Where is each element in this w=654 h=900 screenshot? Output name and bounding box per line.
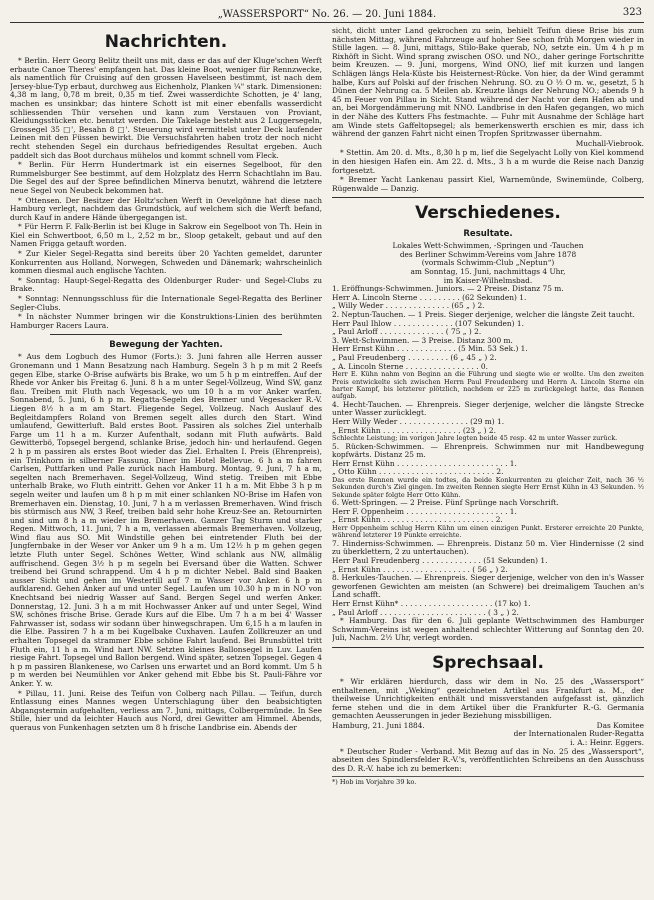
continuation-text: sicht, dicht unter Land gekrochen zu sein, behielt Teifun diese Brise bis zum nächsten Mittag, während Fahrzeuge auf hoher See schon früh Morgen wieder in Stille lagen. — 8. Juni, mittags, Stilo-Bake querab, NO, setzte ein. Um 4 h p m Rixhöft in Sicht. Wind sprang zwischen OSO. und NO., daher geringe Fortschritte beim Kreuzen. — 9. Juni, morgens, Wind ONO, lief mit kurzen und langen Schlägen längs Hela-Küste bis Heisternest-Rücke. Von hier, da der Wind gerammt halbe, Kurs auf Polski auf der frischen Nehrung. SO. zu O ½ O m. w., gesetzt, 5 h Dünen der Nehrung ca. 5 Meilen ab. Kreuzte längs der Nehrung NO.; abends 9 h 45 m Feuer von Pillau in Sicht. Stand während der Nacht vor dem Hafen ab und an, bei Morgendämmerung mit NNO. Landbrise in den Hafen gegangen, wo mich in der Nähe des Kutters Fhs festmachte. — Fuhr mit Ausnahme der Schläge hart am Winde stets Gaffeltopsegel; als bemerkenswerth erschien es mir, dass ich während der ganzen Fahrt nicht einen Tropfen Spritzwasser übernahm.	[332, 27, 644, 139]
section-heading-nachrichten: Nachrichten.	[104, 32, 228, 52]
sprechsaal-item: * Wir erklären hierdurch, dass wir dem in No. 25 des „Wassersport“ enthaltenen, mit „Weking“ gezeichneten Artikel aus Frankfurt a. M., der theilweise Unrichtigkeiten enthält und missverstanden aufgefasst ist, gänzlich ferne stehen und die in dem Artikel über die Frankfurter R.-G. Germania gemachten Aeusserungen in jeder Beziehung missbilligen.	[332, 676, 644, 721]
section-heading-bewegung: Bewegung der Yachten.	[109, 340, 223, 351]
subheading-resultate: Resultate.	[463, 229, 513, 240]
sprechsaal-signature: Das Komitee	[596, 720, 644, 730]
result-note: Das erste Rennen wurde ein todtes, da beide Konkurrenten zu gleicher Zeit, nach 36 ½ Sekunden durch's Ziel gingen. Im zweiten Rennen siegte Herr Ernst Kühn in 43 Sekunden. ½ Sekunde später folgte Herr Otto Kühn.	[332, 475, 644, 499]
result-line: 1. Eröffnungs-Schwimmen. Juniors. — 2 Preise. Distanz 75 m.	[332, 284, 564, 294]
result-line: 5. Rücken-Schwimmen. — Ehrenpreis. Schwimmen nur mit Handbewegung kopfwärts. Distanz 25 m.	[332, 441, 644, 460]
result-line: Herr Ernst Kühn . . . . . . . . . . . . . . . . . . . . . . . . 1.	[332, 458, 517, 468]
result-line: 2. Neptun-Tauchen. — 1 Preis. Sieger derjenige, welcher die längste Zeit taucht.	[332, 310, 635, 320]
result-line: 7. Hinderniss-Schwimmen. — Ehrenpreis. Distanz 50 m. Vier Hindernisse (2 sind zu überklettern, 2 zu untertauchen).	[332, 538, 644, 557]
result-line: 3. Wett-Schwimmen. — 3 Preise. Distanz 300 m.	[332, 335, 513, 345]
news-item: * Sonntag: Nennungsschluss für die Internationale Segel-Regatta des Berliner Segler-Clubs.	[10, 294, 322, 312]
signature: Muchall-Viebrook.	[575, 138, 644, 148]
sprechsaal-item: * Deutscher Ruder - Verband. Mit Bezug auf das in No. 25 des „Wassersport“, abseiten des Spindlersfelder R.-V.'s, veröffentlichten Schreibens an den Ausschuss des D. R.-V. habe ich zu bemerken:	[332, 746, 644, 773]
result-line: „ Ernst Kühn . . . . . . . . . . . . . . . . . . . . . . . . 2.	[332, 515, 503, 525]
result-line: Herr A. Lincoln Sterne . . . . . . . . . (62 Sekunden) 1.	[332, 292, 527, 302]
sprechsaal-date: Hamburg, 21. Juni 1884.	[332, 720, 425, 730]
result-line: „ Otto Kühn . . . . . . . . . . . . . . . . . . . . . . . . . 2.	[332, 467, 504, 477]
result-note: Herr Oppenheim schlug Herrn Kühn um einen einzigen Punkt. Ersterer erreichte 20 Punkte, während letzterer 19 Punkte erreichte.	[332, 523, 644, 540]
news-item: * Zur Kieler Segel-Regatta sind bereits über 20 Yachten gemeldet, darunter Konkurrenten aus Holland, Norwegen, Schweden und Dänemark; wahrscheinlich kommen diesmal auch englische Yachten.	[10, 249, 322, 276]
page-number: 323	[622, 7, 642, 18]
running-title: „WASSERSPORT“ No. 26. — 20. Juni 1884.	[217, 8, 437, 20]
news-item: * In nächster Nummer bringen wir die Konstruktions-Linien des berühmten Hamburger Racers Laura.	[10, 312, 322, 330]
result-line: 6. Wett-Springen. — 2 Preise. Fünf Sprünge nach Vorschrift.	[332, 498, 559, 508]
result-line: „ Paul Freudenberg . . . . . . . . . (6 „ 45 „ ) 2.	[332, 353, 497, 362]
news-item: * Ottensen. Der Besitzer der Holtz'schen Werft in Oevelgönne hat diese nach Hamburg verlegt, nachdem das Grundstück, auf welchem sich die Werft befand, durch Kauf in andere Hände übergegangen ist.	[10, 195, 322, 222]
intro-line: Lokales Wett-Schwimmen, -Springen und -Tauchen	[392, 241, 584, 251]
result-line: „ Ernst Kühn . . . . . . . . . . . . . . . . . . . ( 56 „ ) 2.	[332, 564, 508, 574]
news-item: * Bremer Yacht Lankenau passirt Kiel, Warnemünde, Swinemünde, Colberg, Rügenwalde — Danzig.	[332, 175, 644, 193]
sprechsaal-signature: i. A.: Heinr. Eggers.	[570, 738, 644, 748]
result-line: „ Paul Arloff . . . . . . . . . . . . . . ( 75 „ ) 2.	[332, 327, 482, 337]
footnote: *) Hob im Vorjahre 39 ko.	[332, 776, 644, 787]
yacht-log: * Aus dem Logbuch des Humor (Forts.): 3. Juni fahren alle Herren ausser Gronemann und 1 Mann Besatzung nach Hamburg. Segeln 3 h p m mit 2 Reefs gegen Elbe, starke O-Brise aufwärts bis Brake, wo um 5 h p m eintreffen. Auf der Rhede vor Anker bis Freitag 6. Juni. 8 h a m unter Segel-Vollzeug, Wind SW, ganz flau. Treiben mit Fluth nach Vegesack, wo um 10 h a m vor Anker warfen. Sonnabend, 5. Juni, 6 h p m. Regatta-Segeln des Bremer und Vegesacker R.-V. Liegen 8½ h a m am Start. Fliegende Segel, Vollzeug. Nach Auslauf des Begleitdampfers Roland von Bremen segelt alles durch den Start. Wind umlaufend, Gewitterluft. Bald erstes Boot. Passiren als solches Ziel unterhalb Farge um 11 h a m. Kurzer Aufenthalt, sodann mit Fluth aufwärts. Bald Gewitterbö, Topsegel bergend, schlanke Brise, jedoch hin- und herlaufend. Gegen 2 h p m passiren als erstes Boot wieder das Ziel. Erhalten I. Preis (Ehrenpreis), ein Trinkhorn in silberner Fassung. Diner im Hotel Bellevue. 6 h a m fahren Carlsen, Puttfarken und Palle zurück nach Hamburg. Montag, 9. Juni, 7 h a m, segelten nach Bremerhaven. Segel-Vollzeug, Wind stetig. Treiben mit Ebbe unterhalb Brake, wo Fluth eintritt. Gehen vor Anker 11 h a m. Mit Ebbe 3 h p m segeln weiter und laufen um 8 h p m mit einer schlanken NO-Brise im Hafen von Bremerhaven ein. Dienstag, 10. Juni, 7 h a m verlassen Bremerhaven. Wind frisch bis stürmisch aus NW, 3 Reef, treiben bald sehr hohe Kreuz-See an. Retournirten und sind um 8 h a m wieder im Bremerhaven. Ganzer Tag Sturm und starker Regen. Mittwoch, 11. Juni, 7 h a m, verlassen abermals Bremerhaven. Vollzeug, Wind flau aus SO. Mit Windstille gehen bei eintretender Fluth bei der Jungfernbake in der Weser vor Anker um 9 h a m. Um 12½ h p m gehen gegen letzte Fluth unter Segel. Schönes Wetter, Wind schlank aus NW, allmälig auffrischend. Gegen 3½ h p m segeln bei Eversand über die Watten. Schwer treibend bei Grund schrappend. Um 4 h p m dichter Nebel. Bald sind Baaken ausser Sicht und gehen im Westertill auf 7 m Wasser vor Anker. 6 h p m aufklarend. Gehen Anker auf und unter Segel. Laufen um 10.30 h p m in NO von Knechtsand bei niedrig Wasser auf Sand. Bergen Segel und werfen Anker. Donnerstag, 12. Juni. 3 h a m mit Hochwasser Anker auf und unter Segel, Wind SW, schönes frische Brise. Gerade Kurs auf die Elbe. Um 7 h a m bei 4' Wasser Fahrwasser ist, sodass wir sodann über hinwegschrapen. Um 6,15 h a m laufen in die Elbe. Passiren 7 h a m bei Kugelbake Cuxhaven. Laufen Zollkreuzer an und erhalten Topsegel da strammer Ebbe schöne Fahrt laufend. Bei Brunsbüttel tritt Fluth ein, 11 h a m. Wind hart NW. Setzten kleines Ballonsegel in Luv. Laufen riesige Fahrt. Topsegel und Ballon bergend. Wind später, setzen Topsegel. Gegen 4 h p m passiren Blankenese, wo Carlsen uns erwartet und an Bord kommt. Um 5 h p m werden bei Neumühlen vor Anker gehend mit Ebbe bis St. Pauli-Fähre vor Anker. Y. w.	[10, 352, 322, 688]
result-line: „ Willy Weder . . . . . . . . . . . . . . (65 „ ) 2.	[332, 301, 485, 311]
result-line: „ Paul Arloff . . . . . . . . . . . . . . . . . . . . . . . ( 3 „ ) 2.	[332, 607, 519, 617]
intro-line: (vormals Schwimm-Club „Neptun“)	[421, 258, 555, 268]
result-line: 4. Hecht-Tauchen. — Ehrenpreis. Sieger derjenige, welcher die längste Strecke unter Wasser zurücklegt.	[332, 399, 644, 418]
result-line: „ Ernst Kühn . . . . . . . . . . . . . . . . . (23 „ ) 2.	[332, 425, 496, 435]
news-item: * Für Herrn F. Falk-Berlin ist bei Kluge in Sakrow ein Segelboot von Th. Hein in Kiel ein Schwertboot, 6,50 m l., 2,52 m br., Sloop getakelt, gebaut und auf den Namen Frigga getauft worden.	[10, 222, 322, 249]
news-item: * Stettin. Am 20. d. Mts., 8,30 h p m, lief die Segelyacht Lolly von Kiel kommend in den hiesigen Hafen ein. Am 22. d. Mts., 3 h a m wurde die Reise nach Danzig fortgesetzt.	[332, 148, 644, 175]
divider	[50, 334, 282, 335]
news-item: * Berlin. Für Herrn Hundertmark ist ein eisernes Segelboot, für den Rummelsburger See bestimmt, auf dem Holzplatz des Herrn Schachtlahn im Bau. Die Segel des auf der Spree befindlichen Minerva benutzt, während die letztere neue Segel von Neubeck bekommen hat.	[10, 160, 322, 195]
left-column	[10, 27, 322, 899]
section-heading-verschiedenes: Verschiedenes.	[415, 203, 561, 224]
divider	[332, 197, 644, 198]
result-line: „ A. Lincoln Sterne . . . . . . . . . . . . . . . . 0.	[332, 361, 488, 371]
divider	[332, 647, 644, 648]
right-column	[332, 27, 644, 899]
yacht-log: * Pillau, 11. Juni. Reise des Teifun von Colberg nach Pillau. — Teifun, durch Entlassung eines Mannes wegen Unterschlagung über den beabsichtigten Abgangstermin aufgehalten, verliess am 7. Juni, mittags, Colbergermünde. In See Stille, hier und da leichter Hauch aus Nord, drei Gewitter am Himmel. Abends, queraus von Funkenhagen setzten um 8 h frische Landbrise ein. Abends der	[10, 688, 322, 732]
news-item: * Berlin. Herr Georg Belitz theilt uns mit, dass er das auf der Kluge'schen Werft erbaute Canoe Theres' empfangen hat. Das kleine Boot, weniger für Rennzwecke, als namentlich für Cruising auf den grossen Havelseen bestimmt, ist nach dem Jersey-blue-Typ erbaut, durchweg aus Eichenholz, Planken ¼" stark. Dimensionen: 4,38 m lang, 0,78 m breit, 0,35 m tief. Zwei wasserdichte Schotten, je 4' lang, machen es unsinkbar; das hintere Schott ist mit einer ebenfalls wasserdicht schliessenden Thür versehen und kann zum Verstauen von Proviant, Kleidungsstücken etc. benutzt werden. Die Takelage besteht aus 2 Luggersegeln, Grossegel 35 □', Besahn 8 □'. Steuerung wird vermittelst unter Deck laufender Leinen mit den Füssen bewirkt. Die Versuchsfahrten haben trotz der noch nicht recht stehenden Segel ein durchaus befriedigendes Resultat ergeben. Auch paddelt sich das Boot durchaus mühelos und kommt schnell vom Fleck.	[10, 56, 322, 160]
intro-line: am Sonntag, 15. Juni, nachmittags 4 Uhr,	[410, 267, 566, 277]
results-list	[332, 285, 644, 617]
news-item: * Sonntag: Haupt-Segel-Regatta des Oldenburger Ruder- und Segel-Clubs zu Brake.	[10, 275, 322, 294]
result-line: Herr Paul Ihlow . . . . . . . . . . . . . (107 Sekunden) 1.	[332, 318, 524, 328]
sprechsaal-signature: der Internationalen Ruder-Regatta	[513, 729, 644, 739]
result-note: Schlechte Leistung; im vorigen Jahre legten beide 45 resp. 42 m unter Wasser zurück.	[332, 434, 618, 443]
result-note: Herr E. Kühn nahm von Beginn an die Führung und siegte wie er wollte. Um den zweiten Preis entwickelte sich zwischen Herrn Paul Freudenberg und Herrn A. Lincoln Sterne ein harter Kampf, bis letzterer plötzlich, nachdem er 225 m zurückgelegt hatte, das Rennen aufgab.	[332, 370, 644, 401]
result-line: Herr Paul Freudenberg . . . . . . . . . . . . . (51 Sekunden) 1.	[332, 555, 548, 565]
result-line: Herr F. Oppenheim . . . . . . . . . . . . . . . . . . . . . . 1.	[332, 506, 517, 516]
page-header	[10, 6, 644, 23]
result-line: Herr Willy Weder . . . . . . . . . . . . . . . (29 m) 1.	[332, 417, 505, 426]
news-item-hamburg: * Hamburg. Das für den 6. Juli geplante Wettschwimmen des Hamburger Schwimm-Vereins ist wegen anhaltend schlechter Witterung auf Sonntag den 20. Juli, Nachm. 2½ Uhr, verlegt worden.	[332, 616, 644, 643]
result-line: 8. Herkules-Tauchen. — Ehrenpreis. Sieger derjenige, welcher von den in's Wasser geworfenen Gewichten am meisten (an Schwere) bei dreimaligem Tauchen an's Land schafft.	[332, 573, 644, 600]
intro-line: im Kaiser-Wilhelmsbad.	[443, 275, 533, 285]
intro-line: des Berliner Schwimm-Vereins vom Jahre 1878	[399, 249, 577, 259]
section-heading-sprechsaal: Sprechsaal.	[432, 652, 544, 673]
result-line: Herr Ernst Kühn . . . . . . . . . . . . . (5 Min. 53 Sek.) 1.	[332, 344, 528, 354]
result-line: Herr Ernst Kühn* . . . . . . . . . . . . . . . . . . . . (17 ko) 1.	[332, 598, 531, 608]
